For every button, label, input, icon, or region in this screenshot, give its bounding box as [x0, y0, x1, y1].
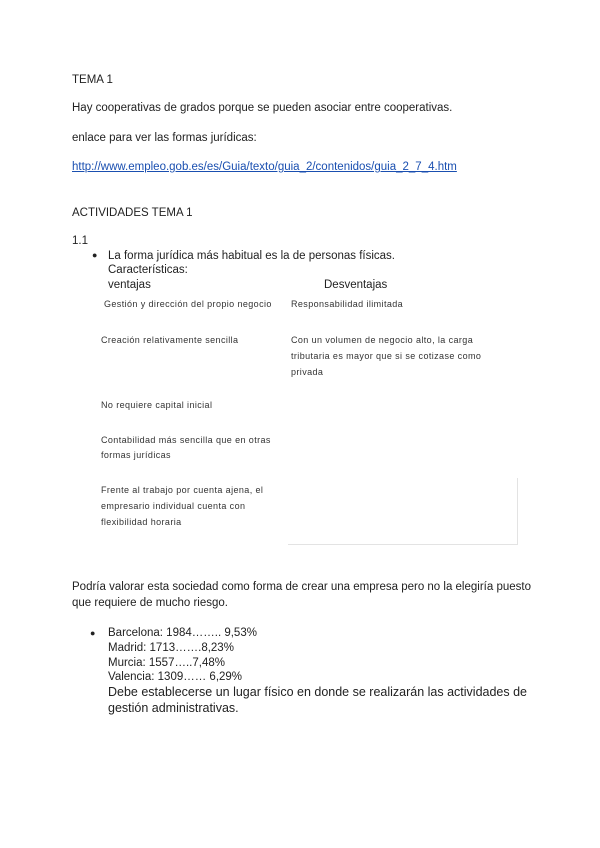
city-murcia: Murcia: 1557…..7,48% [108, 657, 225, 669]
table-desventaja-2-line2: tributaria es mayor que si se cotizase como [291, 351, 482, 361]
heading-tema-1: TEMA 1 [72, 74, 113, 86]
conclusion-line1: Podría valorar esta sociedad como forma de crear una empresa pero no la elegiría puesto [72, 581, 531, 593]
conclusion-line2: que requiere de mucho riesgo. [72, 597, 228, 609]
table-ventaja-3: No requiere capital inicial [101, 400, 213, 410]
paragraph-enlace: enlace para ver las formas jurídicas: [72, 132, 257, 144]
bullet-icon: ● [92, 250, 98, 260]
city-madrid: Madrid: 1713…….8,23% [108, 642, 234, 654]
table-cell-border [288, 478, 518, 545]
table-ventaja-5-line3: flexibilidad horaria [101, 517, 182, 527]
city-barcelona: Barcelona: 1984…….. 9,53% [108, 627, 257, 639]
bullet-forma-juridica: La forma jurídica más habitual es la de personas físicas. [108, 250, 396, 262]
label-caracteristicas: Características: [108, 264, 188, 276]
heading-actividades: ACTIVIDADES TEMA 1 [72, 207, 193, 219]
table-desventaja-2-line3: privada [291, 367, 324, 377]
table-ventaja-5-line1: Frente al trabajo por cuenta ajena, el [101, 485, 264, 495]
table-ventaja-2: Creación relativamente sencilla [101, 335, 239, 345]
paragraph-cooperativas: Hay cooperativas de grados porque se pueden asociar entre cooperativas. [72, 102, 453, 114]
final-line2: gestión administrativas. [108, 701, 239, 715]
final-line1: Debe establecerse un lugar físico en donde se realizarán las actividades de [108, 685, 528, 699]
table-desventaja-1: Responsabilidad ilimitada [291, 299, 404, 309]
column-header-desventajas: Desventajas [324, 279, 388, 291]
table-desventaja-2-line1: Con un volumen de negocio alto, la carga [291, 335, 474, 345]
column-header-ventajas: ventajas [108, 279, 151, 291]
table-ventaja-4-line1: Contabilidad más sencilla que en otras [101, 435, 271, 445]
link-formas-juridicas[interactable]: http://www.empleo.gob.es/es/Guia/texto/guia_2/contenidos/guia_2_7_4.htm [72, 161, 457, 173]
city-valencia: Valencia: 1309…… 6,29% [108, 671, 243, 683]
table-ventaja-4-line2: formas jurídicas [101, 450, 171, 460]
bullet-icon: ● [90, 628, 96, 638]
section-number: 1.1 [72, 235, 88, 247]
table-ventaja-1: Gestión y dirección del propio negocio [104, 299, 272, 309]
table-ventaja-5-line2: empresario individual cuenta con [101, 501, 246, 511]
